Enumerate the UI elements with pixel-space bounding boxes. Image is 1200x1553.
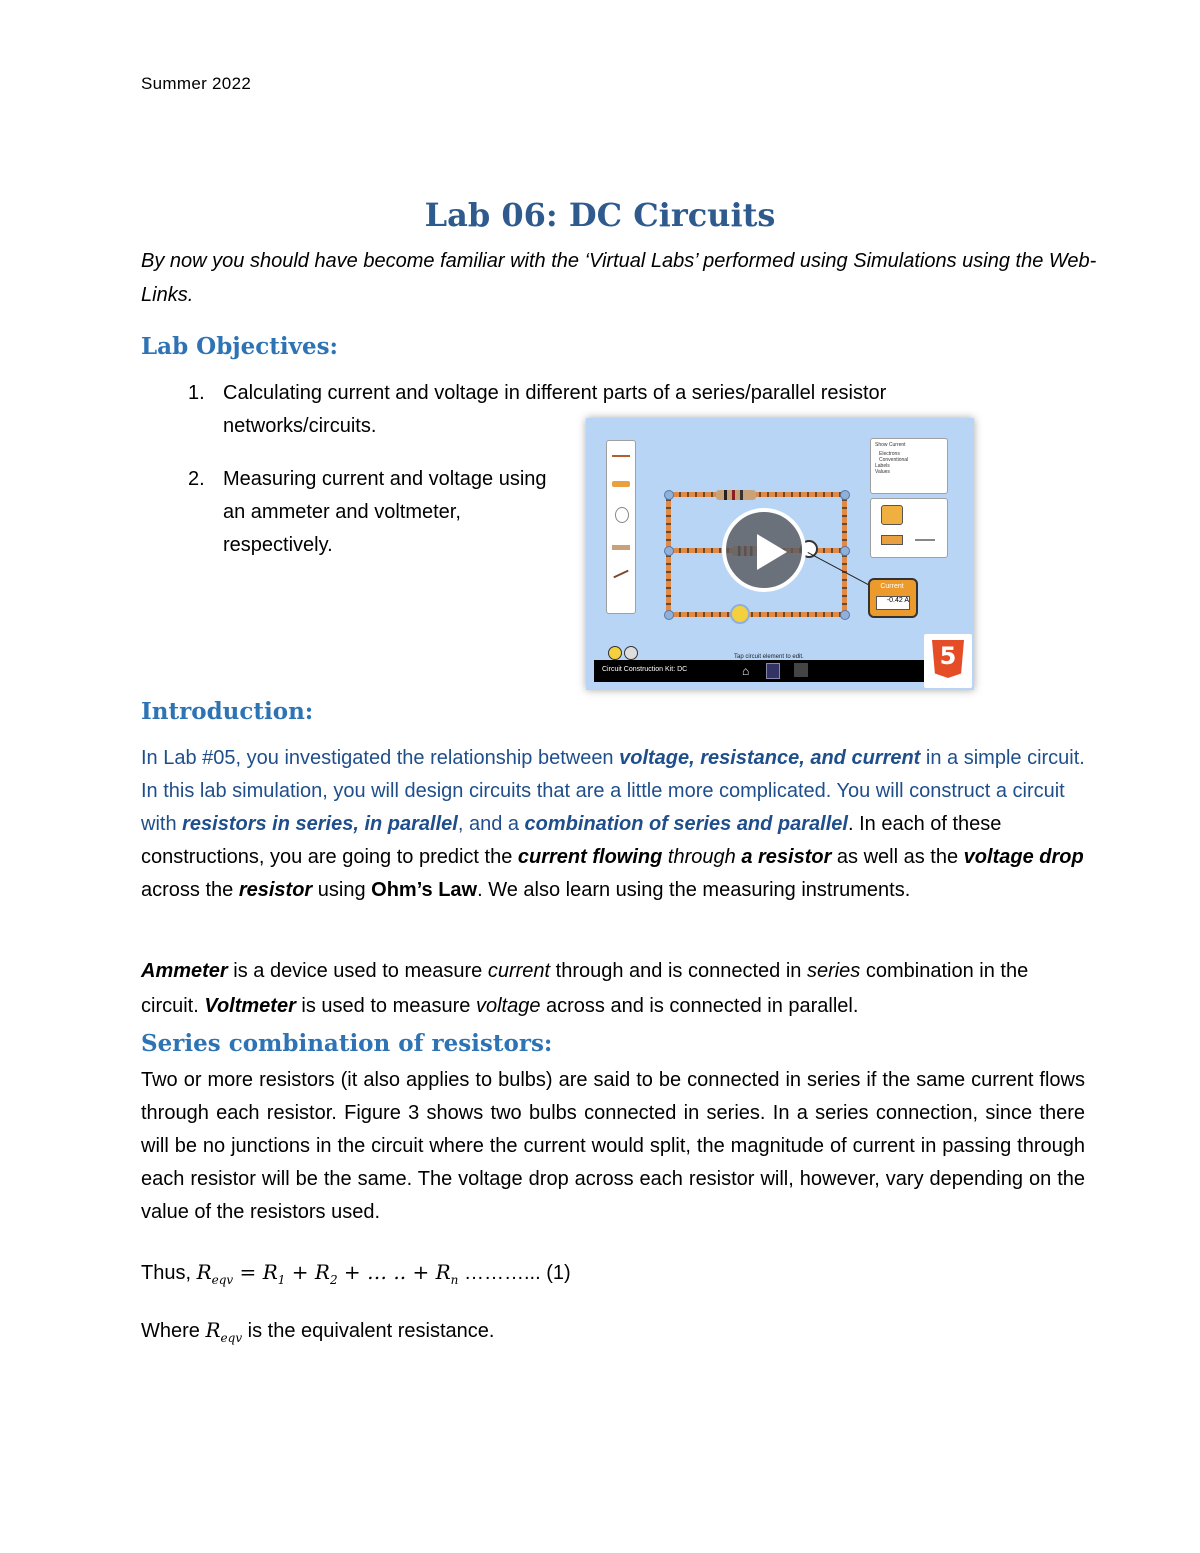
zoom-in-icon[interactable] bbox=[608, 646, 622, 660]
objectives-heading: Lab Objectives: bbox=[141, 333, 339, 360]
series-paragraph: Two or more resistors (it also applies to bulbs) are said to be connected in series if the same current flows through each resistor. Figure 3 shows two bulbs connected in series. In a series connection, since there will be no junctions in the circuit where the current would split, the magnitude of current in passing through each resistor will be the same. The voltage drop across each resistor will, however, vary depending on the value of the resistors used. bbox=[141, 1069, 1085, 1223]
page-title: Lab 06: DC Circuits bbox=[424, 196, 776, 234]
objective-text: an ammeter and voltmeter, bbox=[223, 501, 461, 523]
conventional-option[interactable]: Conventional bbox=[879, 457, 909, 463]
simulation-canvas bbox=[594, 428, 962, 660]
display-options-panel[interactable] bbox=[870, 438, 948, 494]
objective-text: respectively. bbox=[223, 534, 333, 556]
introduction-heading: Introduction: bbox=[141, 698, 314, 725]
objective-text: networks/circuits. bbox=[223, 415, 377, 437]
values-option[interactable]: Values bbox=[875, 469, 890, 475]
home-icon[interactable]: ⌂ bbox=[742, 664, 750, 678]
play-icon[interactable] bbox=[722, 508, 806, 592]
ammeter-label: Current bbox=[874, 583, 910, 593]
zoom-out-icon[interactable] bbox=[624, 646, 638, 660]
objective-number: 2. bbox=[188, 468, 205, 490]
series-equation: Thus, $R_{eqv} = R_1 + R_2$ + … .. + $R_n$ ………... (1) bbox=[141, 1260, 571, 1287]
component-toolbox bbox=[606, 440, 636, 614]
electrons-option[interactable]: Electrons bbox=[879, 451, 900, 457]
series-heading: Series combination of resistors: bbox=[141, 1030, 553, 1057]
app-name: Circuit Construction Kit: DC bbox=[602, 666, 688, 673]
objective-text: Calculating current and voltage in different parts of a series/parallel resistor bbox=[223, 382, 887, 404]
labels-option[interactable]: Labels bbox=[875, 463, 890, 469]
meters-paragraph: Ammeter is a device used to measure current through and is connected in series combination in the circuit. Voltmeter is used to measure voltage across and is connected in parallel. bbox=[141, 960, 1029, 1017]
meter-toolbox bbox=[870, 498, 948, 558]
intro-text: By now you should have become familiar with the ‘Virtual Labs’ performed using Simulations using the Web-Links. bbox=[141, 250, 1097, 306]
show-current-option[interactable]: Show Current bbox=[875, 442, 906, 448]
tap-message: Tap circuit element to edit. bbox=[734, 654, 804, 660]
page-header: Summer 2022 bbox=[141, 74, 252, 93]
phet-logo: Ph bbox=[914, 908, 930, 922]
introduction-paragraph: In Lab #05, you investigated the relationship between voltage, resistance, and current in a simple circuit. In this lab simulation, you will design circuits that are a little more complicated. You will construct a circuit with resistors in series, in parallel, and a combination of series and parallel. In each of these constructions, you are going to predict the current flowing through a resistor as well as the voltage drop across the resistor using Ohm’s Law. We also learn using the measuring instruments. bbox=[141, 747, 1085, 901]
ammeter[interactable] bbox=[868, 578, 918, 618]
simulation-video-thumbnail[interactable] bbox=[586, 418, 974, 922]
ammeter-reading: -0.42 A bbox=[876, 596, 910, 610]
simulation-navbar bbox=[594, 660, 962, 922]
where-text: Where $R_{eqv}$ is the equivalent resistance. bbox=[141, 1318, 495, 1345]
html5-icon: 5 bbox=[924, 634, 972, 688]
objective-number: 1. bbox=[188, 382, 205, 404]
objective-text: Measuring current and voltage using bbox=[223, 468, 547, 490]
